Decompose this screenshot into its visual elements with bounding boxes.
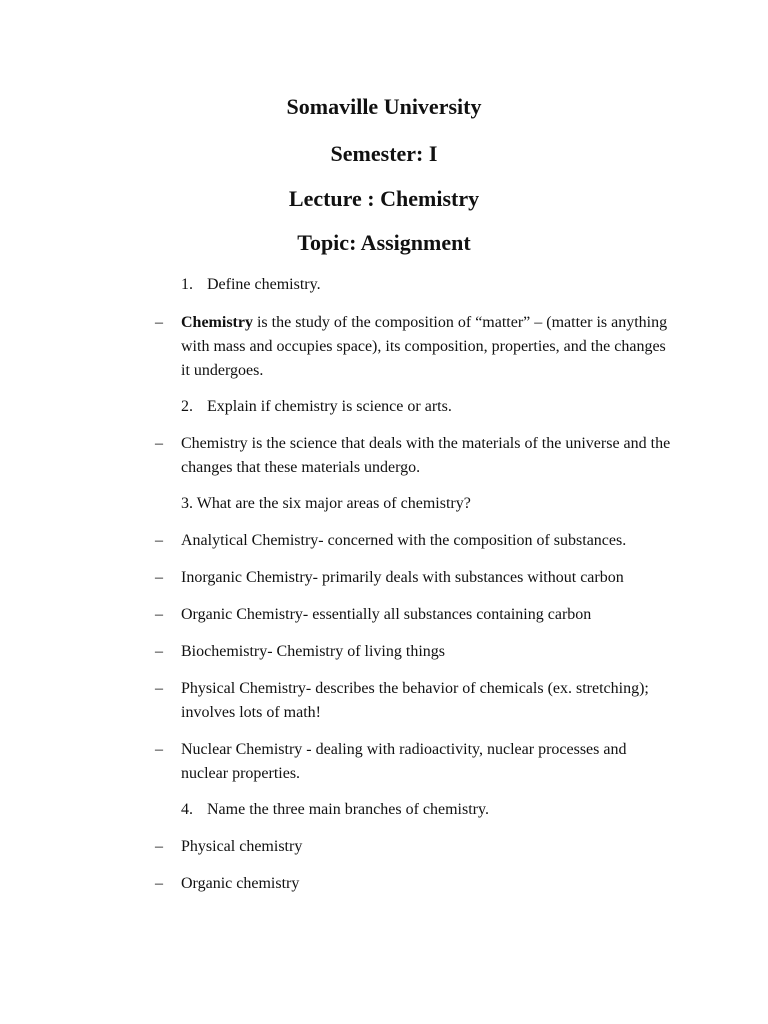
bullet-dash: –: [155, 838, 163, 855]
bullet-dash: –: [155, 606, 163, 623]
area-text: Biochemistry- Chemistry of living things: [181, 643, 445, 660]
bullet-dash: –: [155, 569, 163, 586]
answer-2: [155, 432, 675, 480]
question-text: Define chemistry.: [207, 276, 321, 293]
answer-text: [181, 311, 675, 383]
topic-heading: Topic: Assignment: [297, 230, 471, 255]
list-item: [155, 738, 675, 786]
question-1: [181, 273, 321, 297]
bullet-dash: –: [155, 741, 163, 758]
bullet-dash: –: [155, 435, 163, 452]
question-number: 3.: [181, 495, 193, 512]
list-item: [155, 603, 675, 627]
list-item: [155, 835, 675, 859]
question-3: [181, 492, 471, 516]
bullet-dash: –: [155, 314, 163, 331]
list-item: [155, 677, 675, 725]
area-text: Organic Chemistry- essentially all substances containing carbon: [181, 606, 592, 623]
question-text: Explain if chemistry is science or arts.: [207, 398, 452, 415]
question-number: 2.: [181, 398, 193, 415]
semester-heading: Semester: I: [330, 141, 438, 166]
branch-text: Organic chemistry: [181, 875, 300, 892]
list-item: [155, 566, 675, 590]
bullet-dash: –: [155, 680, 163, 697]
answer-bold-term: Chemistry: [181, 314, 253, 331]
answer-1: [155, 311, 675, 383]
question-text: What are the six major areas of chemistry?: [196, 495, 471, 512]
answer-rest: is the study of the composition of “matter” – (matter is anything with mass and occupies space), its composition, properties, and the changes it undergoes.: [181, 314, 668, 379]
branch-text: Physical chemistry: [181, 838, 303, 855]
answer-text: Chemistry is the science that deals with the materials of the universe and the changes that these materials undergo.: [181, 435, 671, 476]
question-text: Name the three main branches of chemistry.: [207, 801, 489, 818]
bullet-dash: –: [155, 532, 163, 549]
area-text: Nuclear Chemistry - dealing with radioactivity, nuclear processes and nuclear properties.: [181, 741, 627, 782]
list-item: [155, 872, 675, 896]
list-item: [155, 529, 675, 553]
list-item: [155, 640, 675, 664]
area-text: Physical Chemistry- describes the behavior of chemicals (ex. stretching); involves lots of math!: [181, 680, 649, 721]
question-number: 4.: [181, 801, 193, 818]
area-text: Analytical Chemistry- concerned with the composition of substances.: [181, 532, 627, 549]
bullet-dash: –: [155, 643, 163, 660]
university-title: Somaville University: [286, 94, 482, 119]
question-4: [181, 798, 489, 822]
question-2: [181, 395, 452, 419]
question-number: 1.: [181, 276, 193, 293]
area-text: Inorganic Chemistry- primarily deals with substances without carbon: [181, 569, 624, 586]
bullet-dash: –: [155, 875, 163, 892]
lecture-heading: Lecture : Chemistry: [288, 186, 480, 211]
